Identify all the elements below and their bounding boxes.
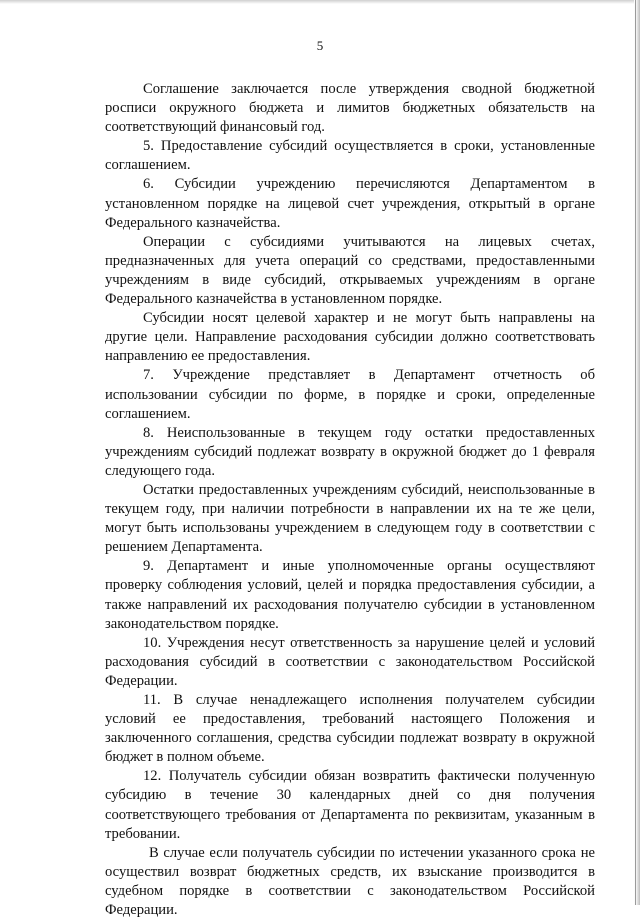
paragraph-item-8: 8. Неиспользованные в текущем году остатки предоставленных учреждениям субсидий подлежат возврату в окружной бюджет до 1 февраля следующего года.: [105, 424, 595, 479]
paragraph-item-7: 7. Учреждение представляет в Департамент отчетность об использовании субсидии по форме, в порядке и сроки, определенные соглашением.: [105, 367, 595, 422]
paragraph-item-12: 12. Получатель субсидии обязан возвратить фактически полученную субсидию в течение 30 календарных дней со дня получения соответствующего требования от Департамента по реквизитам, указанным в требовании.: [105, 768, 595, 842]
paragraph-operations: Операции с субсидиями учитываются на лицевых счетах, предназначенных для учета операций со средствами, предоставленными учреждениям в виде субсидий, открываемых учреждениям в органе Федерального казначейства в установленном порядке.: [105, 233, 595, 308]
paragraph-item-10: 10. Учреждения несут ответственность за нарушение целей и условий расходования субсидий в соответствии с законодательством Российской Федерации.: [105, 634, 595, 689]
paragraph-item-5: 5. Предоставление субсидий осуществляется в сроки, установленные соглашением.: [105, 138, 595, 174]
paragraph-agreement-conclusion: Соглашение заключается после утверждения сводной бюджетной росписи окружного бюджета и лимитов бюджетных обязательств на соответствующий финансовый год.: [105, 81, 595, 136]
paragraph-targeted-nature: Субсидии носят целевой характер и не могут быть направлены на другие цели. Направление расходования субсидии должно соответствовать направлению ее предоставления.: [105, 310, 595, 365]
document-body: [105, 80, 595, 920]
paragraph-item-6: 6. Субсидии учреждению перечисляются Департаментом в установленном порядке на лицевой счет учреждения, открытый в органе Федерального казначейства.: [105, 176, 595, 231]
paragraph-recovery: В случае если получатель субсидии по истечении указанного срока не осуществил возврат бюджетных средств, их взыскание производится в судебном порядке в соответствии с законодательством Российской Федерации.: [105, 844, 595, 919]
page-number: 5: [316, 38, 324, 53]
scan-edge-top: [0, 0, 640, 4]
paragraph-remaining-funds: Остатки предоставленных учреждениям субсидий, неиспользованные в текущем году, при наличии потребности в направлении их на те же цели, могут быть использованы учреждением в следующем году в соответствии с решением Департамента.: [105, 481, 595, 556]
paragraph-item-11: 11. В случае ненадлежащего исполнения получателем субсидии условий ее предоставления, требований настоящего Положения и заключенного соглашения, средства субсидии подлежат возврату в окружной бюджет в полном объеме.: [105, 692, 595, 766]
paragraph-item-9: 9. Департамент и иные уполномоченные органы осуществляют проверку соблюдения условий, целей и порядка предоставления субсидии, а также направлений их расходования получателю субсидии в установленном законодательством порядке.: [105, 558, 595, 632]
scan-edge-right: [634, 0, 640, 905]
